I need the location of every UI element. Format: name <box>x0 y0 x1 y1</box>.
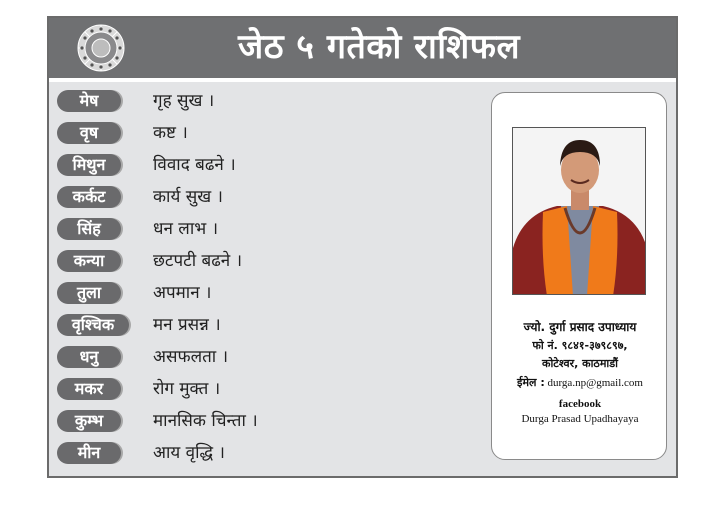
address: कोटेश्वर, काठमाडौं <box>542 357 618 370</box>
prediction-text: कष्ट । <box>153 123 188 143</box>
prediction-text: विवाद बढने । <box>153 155 236 175</box>
page-title: जेठ ५ गतेको राशिफल <box>237 27 521 67</box>
sign-badge: धनु <box>57 346 121 368</box>
sign-badge: सिंह <box>57 218 121 240</box>
sign-badge: मिथुन <box>57 154 121 176</box>
phone-number: फो नं. ९८४१-३७९८९७, <box>532 339 628 352</box>
facebook-name: Durga Prasad Upadhayaya <box>521 413 639 425</box>
prediction-text: आय वृद्धि । <box>153 443 225 463</box>
list-item <box>57 216 477 242</box>
zodiac-wheel-icon <box>77 24 125 72</box>
prediction-text: रोग मुक्त । <box>153 379 221 399</box>
list-item <box>57 184 477 210</box>
prediction-text: मानसिक चिन्ता । <box>153 411 258 431</box>
sign-badge: वृष <box>57 122 121 144</box>
prediction-text: धन लाभ । <box>153 219 219 239</box>
header-bar <box>49 18 676 82</box>
list-item <box>57 440 477 466</box>
sign-badge: कन्या <box>57 250 121 272</box>
prediction-text: मन प्रसन्न । <box>153 315 221 335</box>
list-item <box>57 88 477 114</box>
astrologer-name: ज्यो. दुर्गा प्रसाद उपाध्याय <box>523 320 637 334</box>
sign-badge: मेष <box>57 90 121 112</box>
sign-badge: वृश्चिक <box>57 314 129 336</box>
list-item <box>57 408 477 434</box>
sign-badge: मीन <box>57 442 121 464</box>
astrologer-card <box>491 92 667 460</box>
list-item <box>57 120 477 146</box>
sign-badge: तुला <box>57 282 121 304</box>
email-address: durga.np@gmail.com <box>547 377 643 389</box>
list-item <box>57 312 477 338</box>
prediction-text: असफलता । <box>153 347 229 367</box>
rashifal-panel <box>47 16 678 478</box>
list-item <box>57 248 477 274</box>
astrologer-photo <box>512 127 646 295</box>
list-item <box>57 344 477 370</box>
facebook-label: facebook <box>558 398 602 410</box>
email-line <box>492 373 668 393</box>
sign-badge: कर्कट <box>57 186 121 208</box>
prediction-text: अपमान । <box>153 283 212 303</box>
prediction-text: गृह सुख । <box>153 91 215 111</box>
email-label: ईमेल : <box>517 376 545 389</box>
astrologer-info <box>492 317 668 427</box>
prediction-text: कार्य सुख । <box>153 187 223 207</box>
list-item <box>57 376 477 402</box>
sign-badge: कुम्भ <box>57 410 121 432</box>
prediction-text: छटपटी बढने । <box>153 251 243 271</box>
sign-badge: मकर <box>57 378 121 400</box>
list-item <box>57 280 477 306</box>
list-item <box>57 152 477 178</box>
